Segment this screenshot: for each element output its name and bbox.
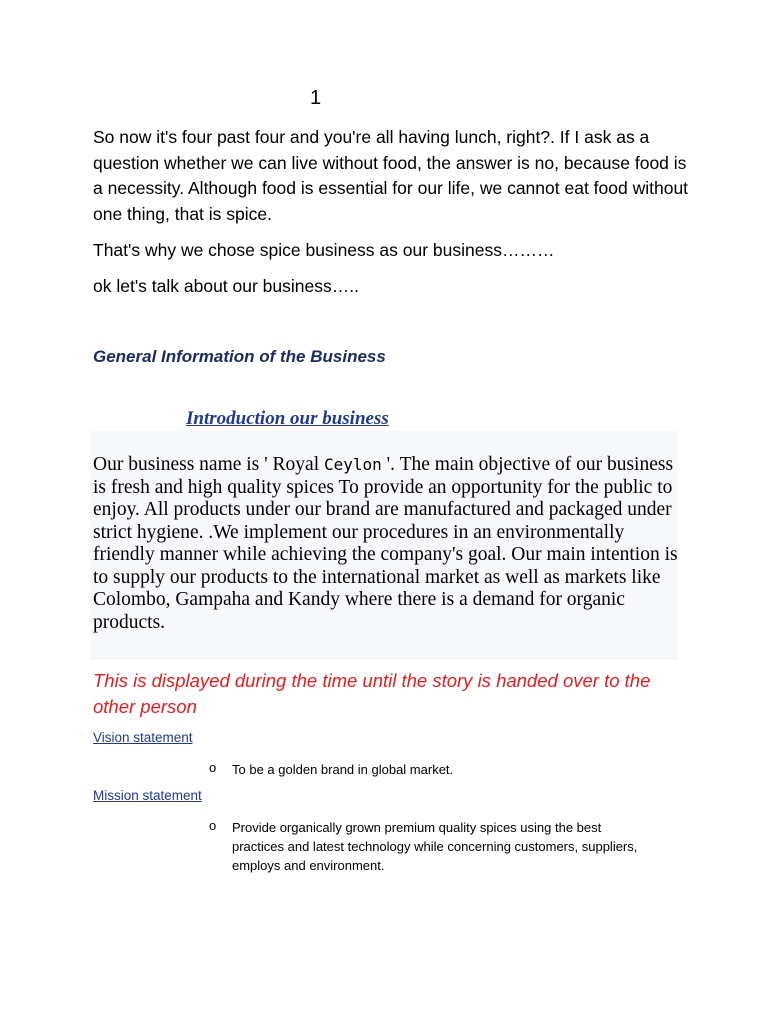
page-number: 1 [310,87,322,109]
vision-statement-heading: Vision statement [93,730,193,745]
introduction-text [93,454,683,634]
vision-bullet: o [209,760,217,775]
introduction-text-start: Our business name is ' Royal [93,454,324,475]
presenter-note: This is displayed during the time until the story is handed over to the other person [93,670,651,717]
spice-business-paragraph: That's why we chose spice business as our business……… [93,240,555,260]
introduction-text-end: '. The main objective of our business is fresh and high quality spices To provide an opportunity for the public to enjoy. All products under our brand are manufactured and packaged under strict hygiene. .We implement our procedures in an environmentally friendly manner while achieving the company's goal. Our main intention is to supply our products to the international market as well as markets like Colombo, Gampaha and Kandy where there is a demand for organic products. [93,454,678,633]
brand-name: Ceylon [324,455,382,474]
mission-statement-heading: Mission statement [93,788,202,803]
mission-statement-item: Provide organically grown premium quality spices using the best practices and latest technology while concerning customers, suppliers, employs and environment. [232,820,638,873]
section-heading: General Information of the Business [93,347,386,366]
mission-bullet: o [209,818,217,833]
vision-statement-item: To be a golden brand in global market. [232,762,454,777]
opening-paragraph: So now it's four past four and you're all having lunch, right?. If I ask as a question whether we can live without food, the answer is no, because food is a necessity. Although food is essential for our life, we cannot eat food without one thing, that is spice. [93,127,689,224]
talk-paragraph: ok let's talk about our business….. [93,276,359,296]
introduction-heading: Introduction our business [186,408,389,429]
